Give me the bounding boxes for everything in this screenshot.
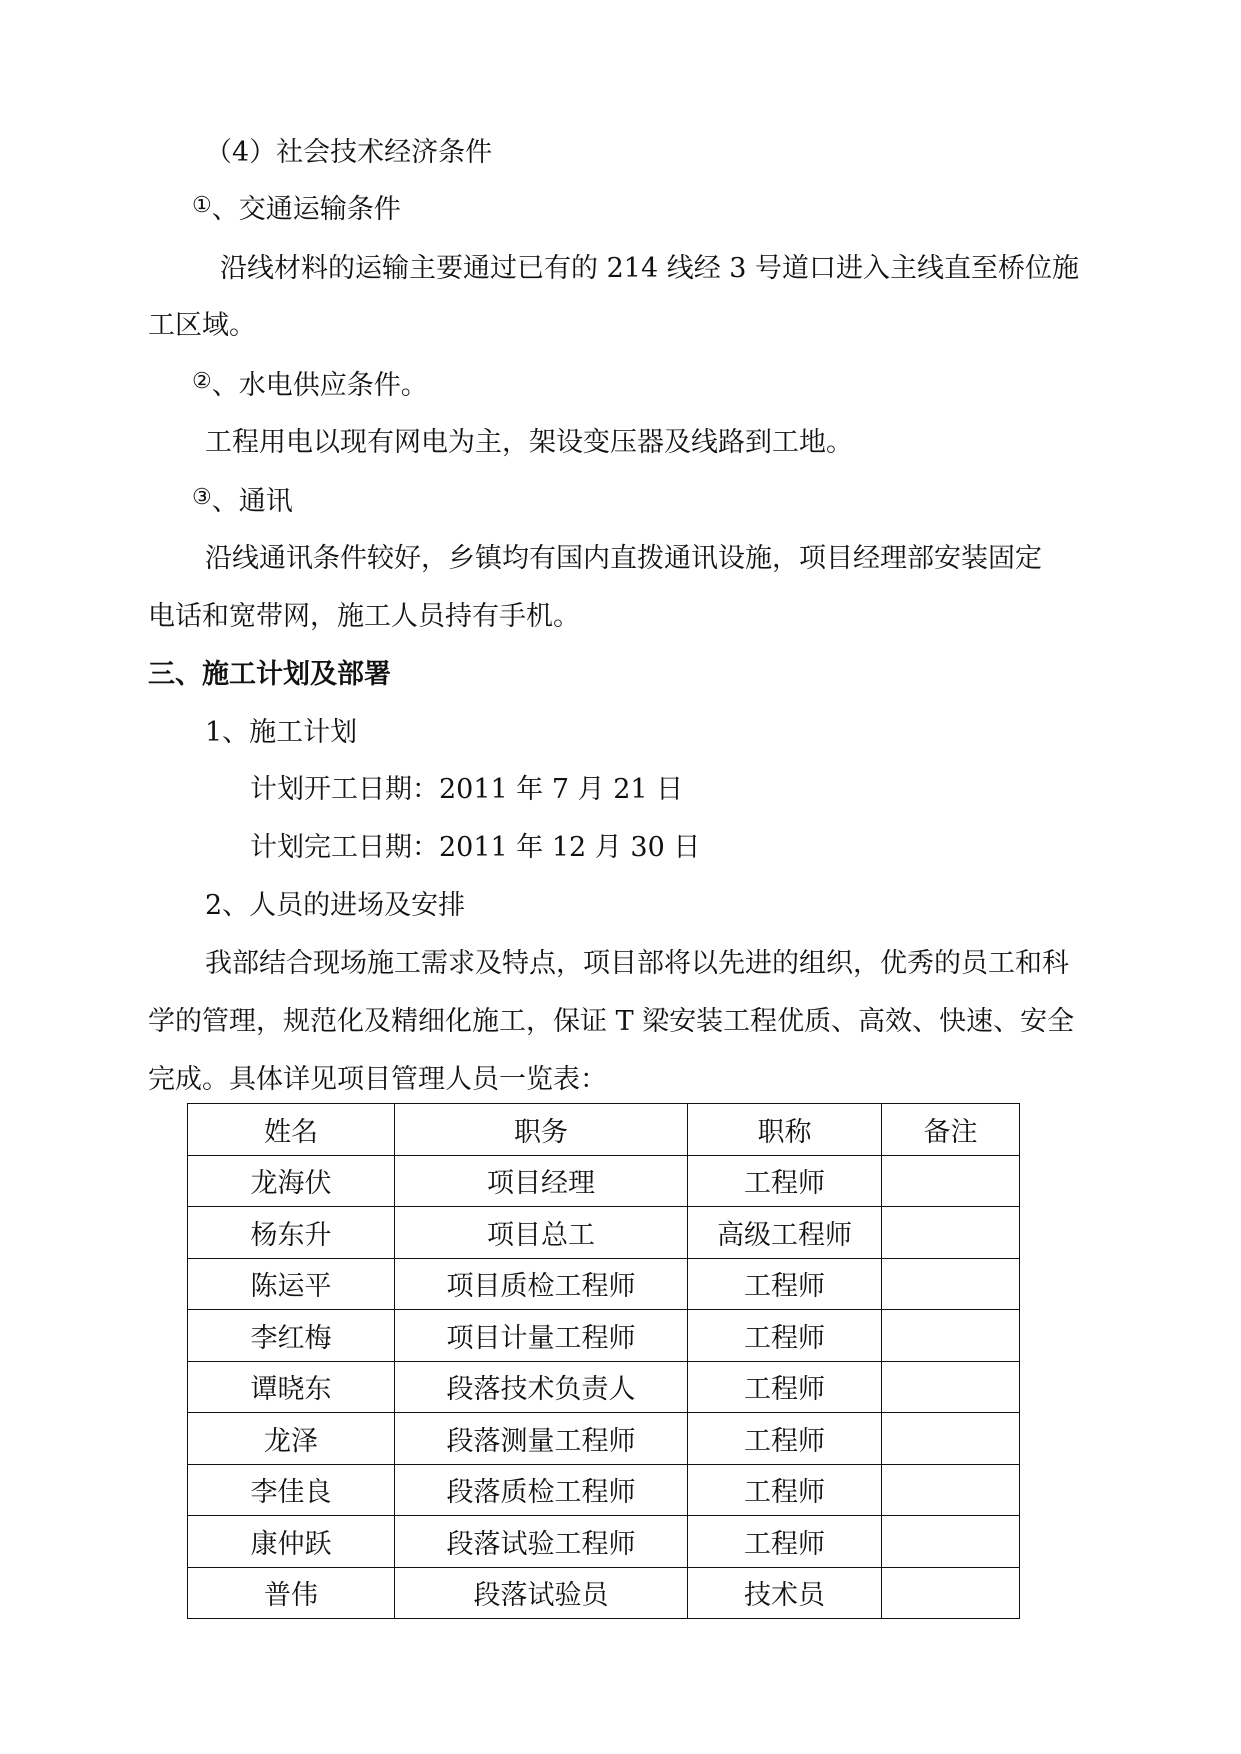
transport-paragraph-line-1: 沿线材料的运输主要通过已有的 214 线经 3 号道口进入主线直至桥位施 [220,253,1080,284]
cell-title: 工程师 [688,1413,882,1465]
header-position: 职务 [395,1104,688,1156]
table-row [188,1155,1020,1207]
cell-position: 项目总工 [395,1207,688,1259]
cell-name: 普伟 [188,1567,395,1619]
subsection-2-heading [192,368,428,406]
table-row [188,1258,1020,1310]
cell-position: 段落试验员 [395,1567,688,1619]
cell-title: 工程师 [688,1516,882,1568]
plan-heading: 1、施工计划 [205,717,358,748]
table-row [188,1310,1020,1362]
table-row [188,1567,1020,1619]
cell-position: 段落质检工程师 [395,1464,688,1516]
cell-name: 李佳良 [188,1464,395,1516]
telecom-paragraph-line-2: 电话和宽带网，施工人员持有手机。 [148,601,580,632]
cell-name: 李红梅 [188,1310,395,1362]
cell-title: 工程师 [688,1258,882,1310]
cell-title: 技术员 [688,1567,882,1619]
header-name: 姓名 [188,1104,395,1156]
staff-paragraph-line-2: 学的管理，规范化及精细化施工，保证 T 梁安装工程优质、高效、快速、安全 [148,1006,1075,1037]
subsection-3-title: 、通讯 [211,486,293,517]
cell-name: 康仲跃 [188,1516,395,1568]
cell-remarks [882,1207,1020,1259]
cell-name: 陈运平 [188,1258,395,1310]
cell-position: 段落技术负责人 [395,1361,688,1413]
cell-title: 工程师 [688,1361,882,1413]
cell-remarks [882,1155,1020,1207]
cell-remarks [882,1258,1020,1310]
chapter-3-heading: 三、施工计划及部署 [148,659,391,690]
cell-remarks [882,1464,1020,1516]
cell-remarks [882,1361,1020,1413]
subsection-1-title: 、交通运输条件 [211,194,401,225]
cell-name: 龙泽 [188,1413,395,1465]
header-remarks: 备注 [882,1104,1020,1156]
cell-remarks [882,1567,1020,1619]
staff-paragraph-line-3: 完成。具体详见项目管理人员一览表： [148,1064,607,1095]
cell-name: 杨东升 [188,1207,395,1259]
table-row [188,1413,1020,1465]
cell-position: 项目经理 [395,1155,688,1207]
cell-title: 工程师 [688,1155,882,1207]
cell-position: 段落测量工程师 [395,1413,688,1465]
cell-remarks [882,1413,1020,1465]
cell-remarks [882,1516,1020,1568]
transport-paragraph-line-2: 工区域。 [148,310,256,341]
table-row [188,1207,1020,1259]
cell-title: 工程师 [688,1464,882,1516]
table-row [188,1361,1020,1413]
plan-start-date: 计划开工日期：2011 年 7 月 21 日 [250,774,684,805]
cell-position: 项目计量工程师 [395,1310,688,1362]
subsection-3-heading [192,484,293,522]
cell-name: 谭晓东 [188,1361,395,1413]
table-row [188,1464,1020,1516]
cell-position: 段落试验工程师 [395,1516,688,1568]
plan-end-date: 计划完工日期：2011 年 12 月 30 日 [250,832,701,863]
cell-title: 高级工程师 [688,1207,882,1259]
cell-remarks [882,1310,1020,1362]
power-paragraph: 工程用电以现有网电为主，架设变压器及线路到工地。 [205,427,853,458]
table-row [188,1516,1020,1568]
cell-name: 龙海伏 [188,1155,395,1207]
telecom-paragraph-line-1: 沿线通讯条件较好，乡镇均有国内直拨通讯设施，项目经理部安装固定 [205,543,1042,574]
header-title: 职称 [688,1104,882,1156]
subsection-2-title: 、水电供应条件。 [211,370,428,401]
table-header-row [188,1104,1020,1156]
circled-number-1: ① [192,193,212,218]
staff-heading: 2、人员的进场及安排 [205,890,466,921]
section-4-heading: （4）社会技术经济条件 [205,137,493,168]
circled-number-2: ② [192,369,212,394]
subsection-1-heading [192,192,401,230]
circled-number-3: ③ [192,485,212,510]
staff-paragraph-line-1: 我部结合现场施工需求及特点，项目部将以先进的组织，优秀的员工和科 [205,948,1069,979]
cell-position: 项目质检工程师 [395,1258,688,1310]
cell-title: 工程师 [688,1310,882,1362]
staff-table [187,1103,1020,1619]
